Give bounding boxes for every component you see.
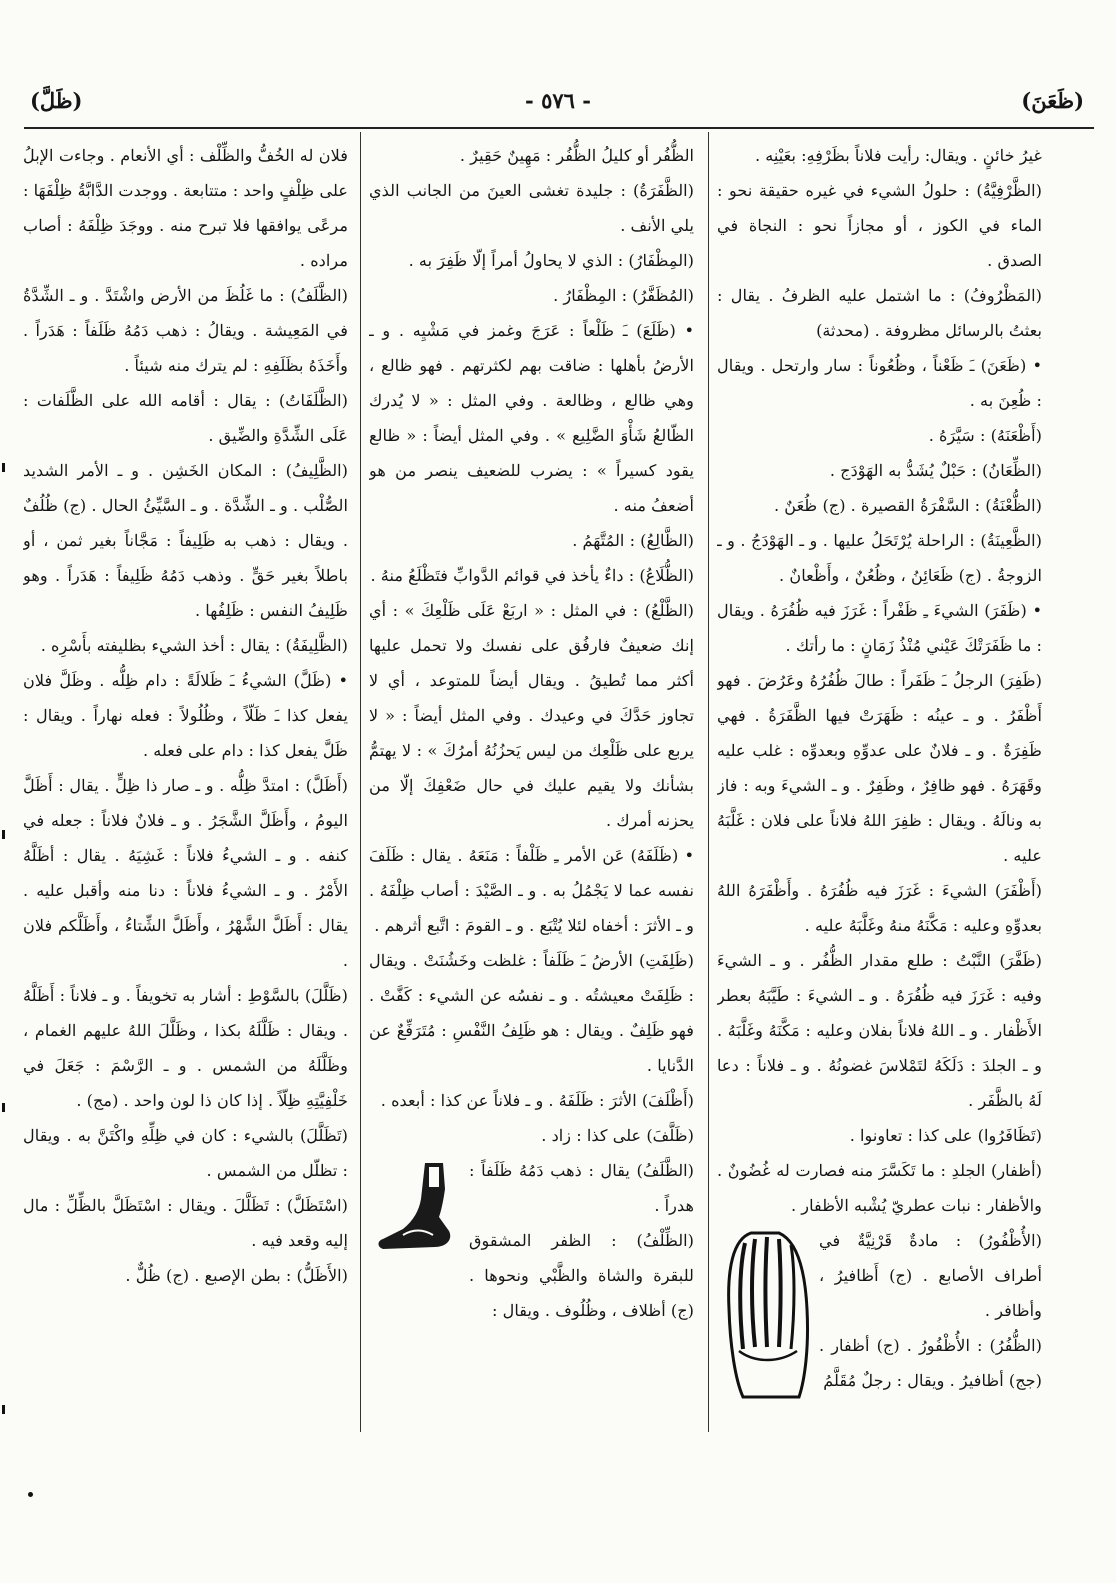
entry: (الظِّعَانُ) : حَبْلٌ يُشَدُّ به الهَوْدَج . [829, 461, 1042, 480]
column-left [23, 138, 348, 1438]
entry: (الظُّعْنَةُ) : السَّفْرَةُ القصيرة . (ج) ظُعَنٌ . [774, 496, 1042, 515]
scan-margin-mark [2, 1405, 5, 1414]
entry: (الظَّلِيفَةُ) : يقال : أخذ الشيء بظليفته بأَسْرِه . [40, 636, 348, 655]
scan-margin-mark [2, 830, 5, 839]
column-right [717, 138, 1042, 1438]
left-guide-headword: (ظَلَّ) [30, 88, 83, 113]
entry: • (ظَلَفَهُ) عَن الأمر ـِ ظَلْفاً : مَنَعَهُ . يقال : ظَلَفَ نفسه عما لا يَجْمُلُ به . و ـ الصَّيْدَ : أصاب ظِلْفَهُ . و ـ الأثرَ : أخفاه لئلا يُتْبَع . و ـ القومَ : اتَّبع أثرهم . [369, 846, 694, 935]
column-divider-right [708, 132, 709, 1432]
entry: (الظَّلَفُ) : ما غَلُظَ من الأرض واشْتَدَّ . و ـ الشِّدَّةُ في المَعِيشة . ويقالُ : ذهب دَمُهُ ظَلَفاً : هَدَراً . وأَخَذَهُ بظَلَفِهِ : لم يترك منه شيئاً . [23, 286, 348, 375]
entry: (الظَّلْعُ) : في المثل : « اربَعْ عَلَى ظَلْعِكَ » : أي إنك ضعيفٌ فارفُق على نفسك ولا تحمل عليها أكثر مما تُطيقُ . ويقال أيضاً للمتوعد ، أي لا تجاوز حَدَّكَ في وعيدك . وفي المثل أيضاً : « لا يربع على ظَلْعِك من ليس يَحزُنُهُ أمرُكَ » : لا يهتمُّ بشأنك ولا يقيم عليك في حال ضَعْفِكَ إلّا من يحزنه أمرك . [369, 601, 694, 830]
entry: (الظَّرْفِيَّةُ) : حلولُ الشيء في غيره حقيقة نحو : الماء في الكوز ، أو مجازاً نحو : النجاة في الصدق . [717, 181, 1042, 270]
entry: • (ظَعَنَ) ـَ ظَعْناً ، وظُعُوناً : سار وارتحل . ويقال : ظُعِنَ به . [717, 356, 1042, 410]
entry: (ظَفَّرَ) النَّبْتُ : طلع مقدار الظُّفُر . و ـ الشيءَ وفيه : غَرَزَ فيه ظُفُرَهُ . و ـ الشيءَ : طَيَّبَهُ بعطر الأَظْفار . و ـ اللهُ فلاناً بفلان وعليه : مَكَّنَهُ وغَلَّبَهُ . و ـ الجلدَ : دَلَكَهُ لتَمْلاسَ غضونُهُ . و ـ فلاناً : دعا لَهُ بالظَّفَر . [717, 951, 1042, 1110]
entry: (المِظْفَارُ) : الذي لا يحاولُ أمراً إلّا ظَفِرَ به . [408, 251, 694, 270]
entry: (الظَّفَرَةُ) : جليدة تغشى العينَ من الجانب الذي يلي الأنف . [369, 181, 694, 235]
header-rule [24, 127, 1094, 129]
column-divider-left [360, 132, 361, 1432]
entry: فلان له الخُفُّ والظِّلْف : أي الأنعام . وجاءت الإبلُ على ظِلْفٍ واحد : متتابعة . ووجدت الدَّابَّةُ ظِلْفَهَا : مرعًى يوافقها فلا تبرح منه . ووجَدَ ظِلْفَهُ : أصاب مراده . [23, 146, 348, 270]
entry: (الظَّلِيفُ) : المكان الخَشِن . و ـ الأمر الشديد الصُّلْب . و ـ الشِّدَّة . و ـ السَّيِّئُ الحال . (ج) ظُلُفٌ . ويقال : ذهب به ظَلِيفاً : مَجَّاناً بغير ثمن ، أو باطلاً بغير حَقٍّ . وذهب دَمُهُ ظَلِيفاً : هَدَراً . وهو ظَلِيفُ النفس : ظَلِفُها . [23, 461, 348, 620]
entry: (أَظْفَرَ) الشيءَ : غَرَزَ فيه ظُفُرَهُ . وأَظْفَرَهُ اللهُ بعدوِّهِ وعليه : مَكَّنَهُ منهُ وغَلَّبَهُ عليه . [717, 881, 1042, 935]
entry: • (ظَلَعَ) ـَ ظَلْعاً : عَرَجَ وغمز في مَشْيِه . و ـ الأرضُ بأهلها : ضاقت بهم لكثرتهم . فهو ظالع ، وهي ظالع ، وظالعة . وفي المثل : « لا يُدرك الظّالعُ شَأْوَ الضَّلِيع » . وفي المثل أيضاً : « ظالع يقود كسيراً » : يضرب للضعيف ينصر من هو أضعفُ منه . [369, 321, 694, 515]
entry: (أَظْعَنَهُ) : سَيَّرَهُ . [928, 426, 1042, 445]
entry: الظُّفُر أو كليلُ الظُّفُر : مَهِينٌ حَقِيرٌ . [459, 146, 694, 165]
fingernail-illustration [721, 1229, 813, 1401]
entry: (تَظَلَّلَ) بالشيء : كان في ظِلِّهِ واكْتَنَّ به . ويقال : تظلّل من الشمس . [23, 1126, 348, 1180]
right-guide-headword: (ظَعَنَ) [1021, 88, 1084, 113]
entry: (ظَلِفَتِ) الأرضُ ـَ ظَلَفاً : غلظت وخَشُنَتْ . ويقال : ظَلِفَتْ معيشتُه . و ـ نفسُه عن الشيء : كَفَّتْ . فهو ظَلِفٌ . ويقال : هو ظَلِفُ النَّفْسِ : مُتَرَفِّعٌ عن الدَّنايا . [369, 951, 694, 1075]
entry: (أَظْلَفَ) الأثرَ : ظَلَفَهُ . و ـ فلاناً عن كذا : أبعده . [380, 1091, 694, 1110]
entry: (ظَلَّلَ) بالسَّوْطِ : أشار به تخويفاً . و ـ فلاناً : أَظَلَّهُ . ويقال : ظَلَّلَهُ بكذا ، وظَلَّلَ اللهُ عليهم الغمام ، وظَلَّلَهُ من الشمس . و ـ الرَّسْمَ : جَعَلَ في خَلْفِيَّتِهِ ظِلّاً . إذا كان ذا لون واحد . (مج) . [23, 986, 348, 1110]
entry: (المُظَفَّرُ) : المِظْفَارُ . [553, 286, 694, 305]
entry: (الظَّلَفَاتُ) : يقال : أقامه الله على الظَّلَفات : عَلَى الشِّدَّةِ والضِّيق . [23, 391, 348, 445]
scan-margin-mark [2, 1103, 5, 1112]
entry: (الظَّالِعُ) : المُتَّهَمُ . [572, 531, 694, 550]
page-number: - ٥٧٦ - [525, 88, 591, 113]
entry: (الظَّعِينَةُ) : الراحلة يُرْتَحَلُ عليها . و ـ الهَوْدَجُ . و ـ الزوجةُ . (ج) ظَعَائِنُ ، وظُعُنٌ ، وأَظْعانٌ . [717, 531, 1042, 585]
entry: غيرُ خائنٍ . ويقال: رأيت فلاناً بظَرْفِهِ: بعَيْنِه . [754, 146, 1042, 165]
entry: (ظَلَّفَ) على كذا : زاد . [541, 1126, 694, 1145]
entry: • (ظَلَّ) الشيءُ ـَ ظَلالَةً : دام ظِلُّه . وظَلَّ فلان يفعل كذا ـَ ظَلّاً ، وظُلُولاً : فعله نهاراً . ويقال : ظَلَّ يفعل كذا : دام على فعله . [23, 671, 348, 760]
entry: (الظُّلَاعُ) : داءٌ يأخذ في قوائم الدَّوابِّ فتَظْلَعُ منهُ . [370, 566, 694, 585]
entry: (اسْتَظَلَّ) : تَظَلَّلَ . ويقال : اسْتَظَلَّ بالظِّلِّ : مال إليه وقعد فيه . [23, 1196, 348, 1250]
scan-speck [28, 1492, 33, 1497]
entry: (الأَظَلُّ) : بطن الإصبع . (ج) ظُلٌّ . [125, 1266, 348, 1285]
page-header [22, 88, 1094, 122]
entry: (ظَفِرَ) الرجلُ ـَ ظَفَراً : طالَ ظُفُرُهُ وعَرُضَ . فهو أَظْفَرُ . و ـ عينُه : ظَهَرَتْ فيها الظَّفَرَةُ . فهي ظَفِرَةٌ . و ـ فلانٌ على عدوِّهِ وبعدوِّه : غلب عليه وقَهَرَهُ . فهو ظافِرٌ ، وظَفِرٌ . و ـ الشيءَ وبه : فاز به ونالَهُ . ويقال : ظفِرَ اللهُ فلاناً على فلان : غَلَّبَهُ عليه . [717, 671, 1042, 865]
entry: (الظَّلَفُ) يقال : ذهب دَمُهُ ظَلَفاً : هدراً . [469, 1161, 694, 1215]
scan-margin-mark [2, 463, 5, 472]
entry: (أظفار) الجلدِ : ما تَكَسَّرَ منه فصارت له غُضُونٌ . والأظفار : نبات عطريّ يُشْبه الأظفار . [717, 1161, 1042, 1215]
entry: (تَظَافَرُوا) على كذا : تعاونوا . [849, 1126, 1042, 1145]
entry: (الظِّلْفُ) : الظفر المشقوق للبقرة والشاة والظَّبْي ونحوها . (ج) أظلاف ، وظُلُوف . ويقال : [469, 1231, 694, 1320]
entry: (الظُّفُرُ) : الأُظْفُورُ . (ج) أظفار . (جج) أظافيرُ . ويقال : رجلٌ مُقَلَّمُ [819, 1336, 1042, 1390]
entry: • (ظَفَرَ) الشيءَ ـِ ظَفْراً : غَرَزَ فيه ظُفُرَهُ . ويقال : ما ظَفَرَتْكَ عَيْني مُنْذُ زَمَانٍ : ما رأتك . [717, 601, 1042, 655]
entry: (المَظْرُوفُ) : ما اشتمل عليه الظرفُ . يقال : بعثتُ بالرسائل مظروفة . (محدثة) [717, 286, 1042, 340]
hoof-illustration [373, 1159, 463, 1255]
entry: (أَظَلَّ) : امتدَّ ظِلُّه . و ـ صار ذا ظِلٍّ . يقال : أَظَلَّ اليومُ ، وأَظَلَّ الشَّجَرُ . و ـ فلانٌ فلاناً : جعله في كنفه . و ـ الشيءُ فلاناً : غَشِيَهُ . يقال : أظَلَّهُ الأَمْرُ . و ـ الشيءُ فلاناً : دنا منه وأقبل عليه . يقال : أَظَلَّ الشَّهْرُ ، وأَظَلَّ الشِّتاءُ ، وأَظَلَّكم فلان . [23, 776, 348, 970]
entry: (الأُظْفُورُ) : مادةٌ قَرْنِيَّةٌ في أطراف الأصابع . (ج) أَظافيرُ ، وأظافر . [819, 1231, 1042, 1320]
column-middle [369, 138, 694, 1438]
